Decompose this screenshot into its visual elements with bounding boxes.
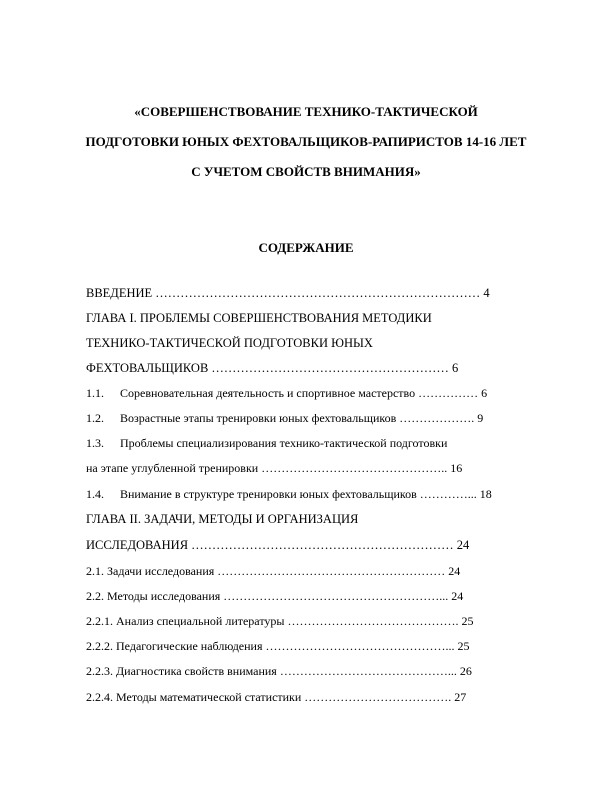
title-line-2: ПОДГОТОВКИ ЮНЫХ ФЕХТОВАЛЬЩИКОВ-РАПИРИСТОВ 14-16 ЛЕТ [85,134,527,149]
toc-chapter-1-line-1: ГЛАВА I. ПРОБЛЕМЫ СОВЕРШЕНСТВОВАНИЯ МЕТОДИКИ [86,311,432,325]
toc-entry-2-2-1: 2.2.1. Анализ специальной литературы ……………………………………. 25 [86,614,474,628]
section-number: 1.3. [86,436,104,450]
toc-heading: СОДЕРЖАНИЕ [258,240,354,255]
toc-chapter-1-line-3: ФЕХТОВАЛЬЩИКОВ ………………………………………………… 6 [86,361,459,375]
title-line-1: «СОВЕРШЕНСТВОВАНИЕ ТЕХНИКО-ТАКТИЧЕСКОЙ [134,104,478,119]
section-title: Возрастные этапы тренировки юных фехтовальщиков ………………. 9 [120,411,484,425]
toc-entry-2-2-4: 2.2.4. Методы математической статистики ………………………………. 27 [86,690,467,704]
section-title: Проблемы специализирования технико-тактической подготовки [120,436,448,450]
section-number: 1.2. [86,411,104,425]
section-number: 1.4. [86,487,104,501]
toc-entry-2-2: 2.2. Методы исследования ………………………………………………... 24 [86,589,464,603]
toc-entry-1-3-continued: на этапе углубленной тренировки ……………………………………….. 16 [86,461,463,475]
toc-entry-1-2 [86,410,484,426]
section-title: Соревновательная деятельность и спортивное мастерство …………… 6 [120,386,488,400]
toc-entry-1-3 [86,435,448,451]
toc-entry-2-2-2: 2.2.2. Педагогические наблюдения ………………………………………... 25 [86,639,470,653]
toc-entry-1-1 [86,385,488,401]
toc-entry-2-2-3: 2.2.3. Диагностика свойств внимания ……………………………………... 26 [86,664,472,678]
toc-chapter-2-line-2: ИССЛЕДОВАНИЯ ……………………………………………………… 24 [86,538,470,552]
title-line-3: С УЧЕТОМ СВОЙСТВ ВНИМАНИЯ» [191,164,421,179]
toc-chapter-2-line-1: ГЛАВА II. ЗАДАЧИ, МЕТОДЫ И ОРГАНИЗАЦИЯ [86,512,359,526]
toc-entry-intro: ВВЕДЕНИЕ …………………………………………………………………… 4 [86,286,490,300]
section-number: 1.1. [86,386,104,400]
toc-chapter-1-line-2: ТЕХНИКО-ТАКТИЧЕСКОЙ ПОДГОТОВКИ ЮНЫХ [86,336,373,350]
section-title: Внимание в структуре тренировки юных фехтовальщиков …………... 18 [120,487,492,501]
toc-entry-2-1: 2.1. Задачи исследования ………………………………………………… 24 [86,564,461,578]
toc-entry-1-4 [86,486,492,502]
